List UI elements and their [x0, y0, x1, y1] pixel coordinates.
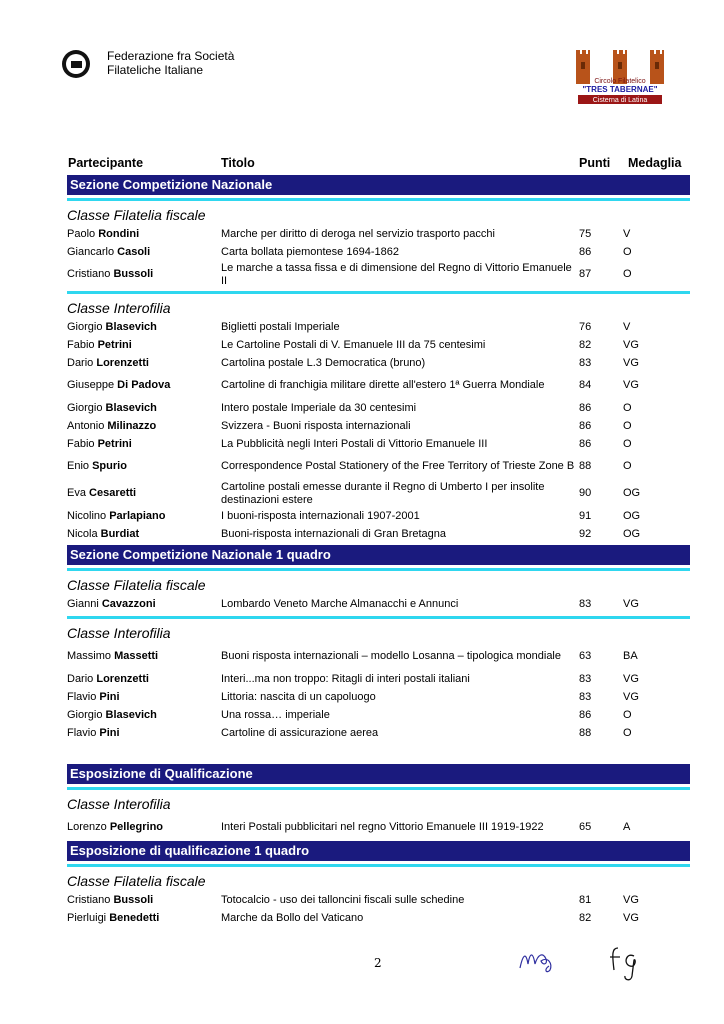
section [67, 545, 690, 742]
table-row [67, 480, 690, 507]
organization-name [107, 49, 234, 77]
participant-name [67, 246, 221, 259]
participant-first-name: Giorgio [67, 401, 103, 414]
participant-last-name: Bussoli [113, 268, 154, 281]
table-row [67, 688, 690, 706]
exhibit-title: Correspondence Postal Stationery of the Free Territory of Trieste Zone B [221, 460, 575, 473]
participant-name [67, 420, 221, 433]
table-row [67, 706, 690, 724]
points-value: 84 [579, 379, 592, 392]
participant-last-name: Lorenzetti [96, 672, 149, 685]
exhibit-title: Totocalcio - uso dei talloncini fiscali sulle schedine [221, 893, 465, 906]
exhibit-title: Le marche a tassa fissa e di dimensione del Regno di Vittorio Emanuele II [221, 262, 572, 287]
exhibit-title: La Pubblicità negli Interi Postali di Vittorio Emanuele III [221, 437, 488, 450]
points-value: 91 [579, 509, 592, 522]
club-line-1: Circolo Filatelico [594, 78, 646, 85]
participant-last-name: Cavazzoni [101, 597, 156, 610]
col-header-medal: Medaglia [628, 156, 682, 170]
table-row [67, 891, 690, 909]
exhibit-title: Marche per diritto di deroga nel servizio trasporto pacchi [221, 227, 495, 240]
medal-value: VG [623, 379, 639, 392]
signature-1 [518, 944, 558, 974]
exhibit-title: I buoni-risposta internazionali 1907-2001 [221, 509, 420, 522]
points-value: 90 [579, 487, 592, 500]
table-row [67, 336, 690, 354]
participant-name [67, 379, 221, 392]
exhibit-title: Carta bollata piemontese 1694-1862 [221, 245, 399, 258]
participant-first-name: Giorgio [67, 708, 103, 721]
section [67, 175, 690, 543]
participant-name [67, 268, 221, 281]
points-value: 86 [579, 419, 592, 432]
participant-last-name: Pini [99, 690, 120, 703]
medal-value: VG [623, 597, 639, 610]
participant-last-name: Pini [99, 726, 120, 739]
section-title: Sezione Competizione Nazionale [67, 175, 690, 195]
participant-first-name: Giuseppe [67, 379, 115, 392]
exhibit-title: Lombardo Veneto Marche Almanacchi e Annunci [221, 597, 459, 610]
medal-value: O [623, 708, 632, 721]
table-row [67, 525, 690, 543]
table-row [67, 261, 690, 288]
points-value: 83 [579, 672, 592, 685]
medal-value: V [623, 320, 631, 333]
exhibit-title: Marche da Bollo del Vaticano [221, 911, 364, 924]
points-value: 86 [579, 245, 592, 258]
table-row [67, 643, 690, 670]
exhibit-title: Buoni-risposta internazionali di Gran Bretagna [221, 527, 447, 540]
signature-2 [608, 944, 638, 984]
page-number: 2 [374, 956, 382, 970]
federation-logo [62, 50, 90, 78]
medal-value: VG [623, 690, 639, 703]
participant-first-name: Lorenzo [67, 821, 107, 834]
participant-last-name: Blasevich [105, 320, 157, 333]
medal-value: VG [623, 672, 639, 685]
participant-first-name: Nicola [67, 527, 98, 540]
medal-value: BA [623, 650, 638, 663]
section-title: Esposizione di qualificazione 1 quadro [67, 841, 690, 861]
class-title: Classe Interofilia [67, 300, 171, 316]
participant-first-name: Paolo [67, 227, 96, 240]
col-header-points: Punti [579, 156, 611, 170]
participant-first-name: Giancarlo [67, 245, 115, 258]
participant-first-name: Fabio [67, 338, 95, 351]
table-row [67, 372, 690, 399]
participant-name [67, 894, 221, 907]
exhibit-title: Biglietti postali Imperiale [221, 320, 340, 333]
participant-name [67, 460, 221, 473]
points-value: 65 [579, 821, 592, 834]
class-title: Classe Filatelia fiscale [67, 577, 206, 593]
participant-name [67, 487, 221, 500]
section-title: Sezione Competizione Nazionale 1 quadro [67, 545, 690, 565]
section-title: Esposizione di Qualificazione [67, 764, 690, 784]
table-row [67, 399, 690, 417]
participant-name [67, 598, 221, 611]
table-row [67, 243, 690, 261]
exhibit-title: Cartolina postale L.3 Democratica (bruno) [221, 356, 426, 369]
table-row [67, 225, 690, 243]
results-table [67, 175, 690, 927]
club-line-3: Cisterna di Latina [592, 97, 648, 104]
participant-first-name: Nicolino [67, 509, 107, 522]
points-value: 88 [579, 460, 592, 473]
points-value: 88 [579, 726, 592, 739]
table-row [67, 318, 690, 336]
points-value: 86 [579, 437, 592, 450]
points-value: 83 [579, 690, 592, 703]
class-title: Classe Filatelia fiscale [67, 873, 206, 889]
section [67, 764, 690, 841]
participant-last-name: Rondini [98, 227, 140, 240]
table-row [67, 453, 690, 480]
medal-value: O [623, 401, 632, 414]
participant-last-name: Burdiat [100, 527, 140, 540]
medal-value: OG [623, 487, 641, 500]
participant-last-name: Petrini [97, 338, 132, 351]
table-row [67, 417, 690, 435]
exhibit-title: Littoria: nascita di un capoluogo [221, 690, 376, 703]
participant-last-name: Lorenzetti [96, 356, 149, 369]
participant-first-name: Flavio [67, 690, 97, 703]
participant-name [67, 438, 221, 451]
medal-value: VG [623, 893, 639, 906]
medal-value: O [623, 437, 632, 450]
class-title: Classe Interofilia [67, 625, 171, 641]
participant-name [67, 709, 221, 722]
participant-name [67, 650, 221, 663]
points-value: 92 [579, 527, 592, 540]
participant-last-name: Pellegrino [109, 821, 164, 834]
participant-first-name: Fabio [67, 437, 95, 450]
participant-name [67, 528, 221, 541]
participant-first-name: Eva [67, 487, 86, 500]
participant-name [67, 228, 221, 241]
participant-first-name: Enio [67, 460, 90, 473]
table-row [67, 595, 690, 613]
participant-name [67, 357, 221, 370]
medal-value: O [623, 726, 632, 739]
points-value: 86 [579, 401, 592, 414]
org-line-2: Filateliche Italiane [107, 63, 204, 77]
table-row [67, 354, 690, 372]
points-value: 83 [579, 356, 592, 369]
points-value: 76 [579, 320, 592, 333]
participant-first-name: Dario [67, 356, 94, 369]
points-value: 82 [579, 338, 592, 351]
class-title: Classe Filatelia fiscale [67, 207, 206, 223]
participant-last-name: Blasevich [105, 708, 157, 721]
table-row [67, 435, 690, 453]
participant-first-name: Antonio [67, 419, 105, 432]
envelope-icon [71, 61, 82, 68]
table-row [67, 724, 690, 742]
exhibit-title: Interi Postali pubblicitari nel regno Vittorio Emanuele III 1919-1922 [221, 821, 544, 834]
medal-value: OG [623, 527, 641, 540]
exhibit-title: Buoni risposta internazionali – modello Losanna – tipologica mondiale [221, 650, 561, 663]
points-value: 83 [579, 597, 592, 610]
exhibit-title: Cartoline di franchigia militare dirette all'estero 1ª Guerra Mondiale [221, 379, 545, 392]
participant-first-name: Cristiano [67, 893, 111, 906]
medal-value: O [623, 268, 632, 281]
exhibit-title: Una rossa… imperiale [221, 708, 330, 721]
participant-name [67, 821, 221, 834]
participant-last-name: Cesaretti [89, 487, 137, 500]
medal-value: V [623, 227, 631, 240]
participant-name [67, 691, 221, 704]
participant-last-name: Di Padova [117, 379, 171, 392]
participant-last-name: Spurio [92, 460, 127, 473]
points-value: 87 [579, 268, 592, 281]
participant-last-name: Blasevich [105, 401, 157, 414]
exhibit-title: Intero postale Imperiale da 30 centesimi [221, 401, 417, 414]
participant-name [67, 727, 221, 740]
table-row [67, 507, 690, 525]
exhibit-title: Cartoline postali emesse durante il Regno di Umberto I per insolite destinazioni estere [221, 481, 545, 506]
points-value: 75 [579, 227, 592, 240]
medal-value: VG [623, 356, 639, 369]
participant-last-name: Massetti [114, 650, 159, 663]
participant-last-name: Benedetti [109, 911, 160, 924]
table-row [67, 670, 690, 688]
exhibit-title: Cartoline di assicurazione aerea [221, 726, 379, 739]
club-line-2: "TRES TABERNAE" [582, 85, 658, 94]
section [67, 841, 690, 927]
exhibit-title: Le Cartoline Postali di V. Emanuele III da 75 centesimi [221, 338, 486, 351]
participant-last-name: Casoli [117, 245, 151, 258]
medal-value: O [623, 245, 632, 258]
participant-last-name: Milinazzo [107, 419, 157, 432]
exhibit-title: Svizzera - Buoni risposta internazionali [221, 419, 411, 432]
participant-first-name: Giorgio [67, 320, 103, 333]
participant-last-name: Parlapiano [109, 509, 166, 522]
col-header-title: Titolo [221, 156, 255, 170]
participant-first-name: Pierluigi [67, 911, 107, 924]
class-title: Classe Interofilia [67, 796, 171, 812]
medal-value: A [623, 821, 631, 834]
participant-first-name: Massimo [67, 650, 112, 663]
participant-name [67, 510, 221, 523]
participant-first-name: Gianni [67, 597, 99, 610]
points-value: 86 [579, 708, 592, 721]
participant-last-name: Bussoli [113, 893, 154, 906]
participant-first-name: Dario [67, 672, 94, 685]
participant-first-name: Flavio [67, 726, 97, 739]
medal-value: VG [623, 911, 639, 924]
exhibit-title: Interi...ma non troppo: Ritagli di interi postali italiani [221, 672, 470, 685]
table-row [67, 814, 690, 841]
medal-value: O [623, 419, 632, 432]
participant-name [67, 673, 221, 686]
medal-value: O [623, 460, 632, 473]
participant-name [67, 339, 221, 352]
table-row [67, 909, 690, 927]
medal-value: VG [623, 338, 639, 351]
participant-name [67, 912, 221, 925]
points-value: 63 [579, 650, 592, 663]
points-value: 81 [579, 893, 592, 906]
medal-value: OG [623, 509, 641, 522]
club-logo [572, 48, 668, 108]
participant-last-name: Petrini [97, 437, 132, 450]
participant-name [67, 402, 221, 415]
points-value: 82 [579, 911, 592, 924]
participant-name [67, 321, 221, 334]
org-line-1: Federazione fra Società [107, 49, 235, 63]
participant-first-name: Cristiano [67, 268, 111, 281]
col-header-participant: Partecipante [68, 156, 144, 170]
